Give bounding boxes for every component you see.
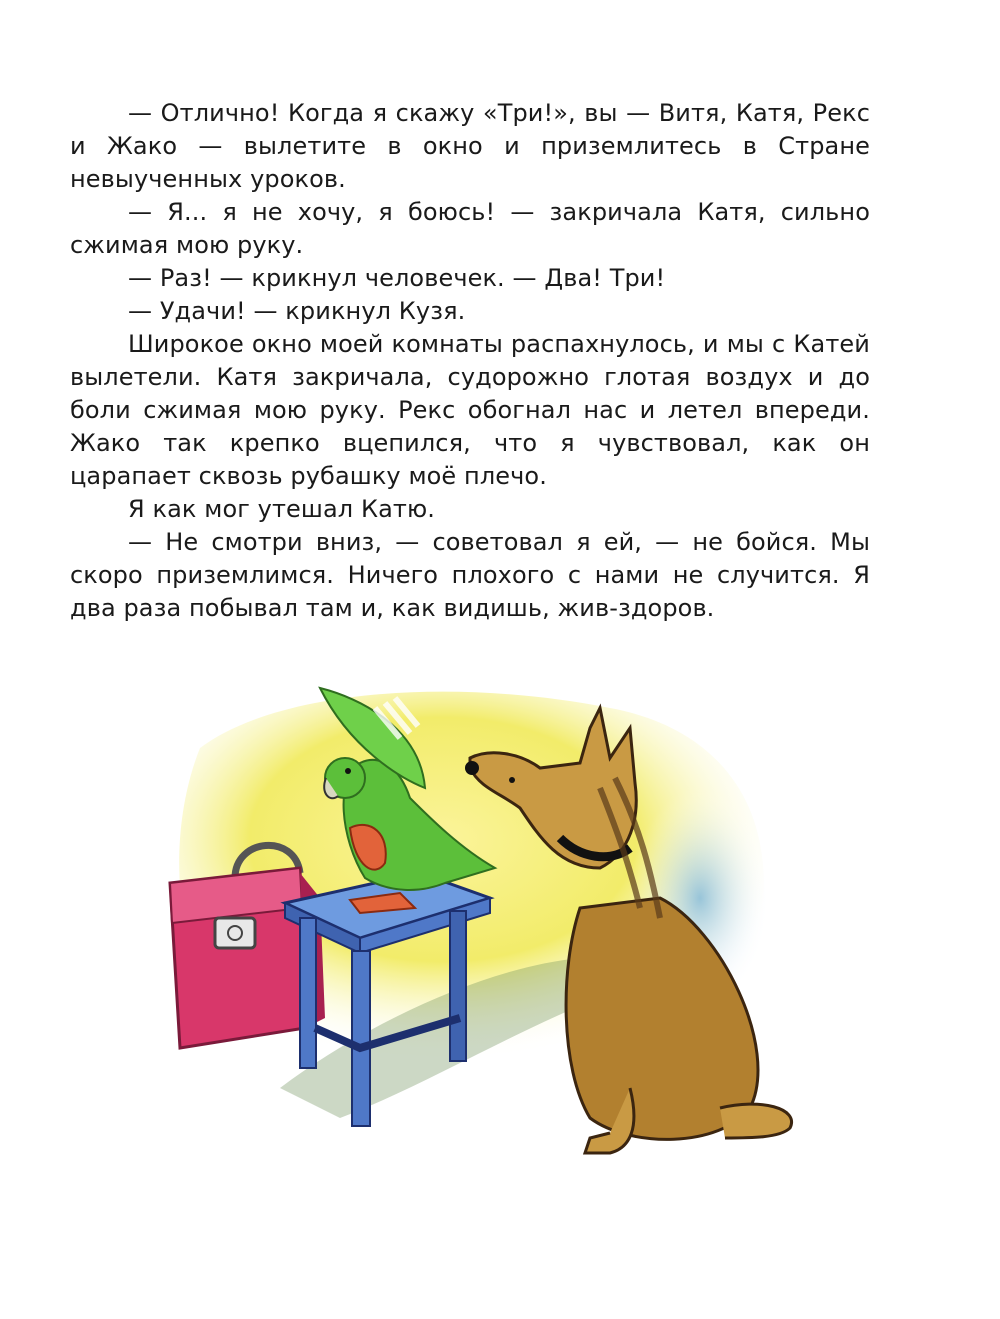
paragraph: — Отлично! Когда я скажу «Три!», вы — Витя, Катя, Рекс и Жако — вылетите в окно и приземлитесь в Стране невыученных уроков.: [70, 99, 870, 193]
paragraph: Широкое окно моей комнаты распахнулось, и мы с Катей вылетели. Катя закричала, судорожно глотая воздух и до боли сжимая мою руку. Рекс обогнал нас и летел впереди. Жако так крепко вцепился, что я чувствовал, как он царапает сквозь рубашку моё плечо.: [70, 330, 870, 490]
paragraph: — Не смотри вниз, — советовал я ей, — не бойся. Мы скоро приземлимся. Ничего плохого с нами не случится. Я два раза побывал там и, как видишь, жив-здоров.: [70, 528, 870, 622]
illustration-svg: [160, 668, 860, 1188]
paragraph: Я как мог утешал Катю.: [128, 495, 436, 523]
illustration-parrot-and-dog: [160, 668, 860, 1188]
story-text: [70, 97, 870, 625]
paragraph: — Раз! — крикнул человечек. — Два! Три!: [128, 264, 666, 292]
paragraph: — Удачи! — крикнул Кузя.: [128, 297, 466, 325]
paragraph: — Я... я не хочу, я боюсь! — закричала Катя, сильно сжимая мою руку.: [70, 198, 870, 259]
